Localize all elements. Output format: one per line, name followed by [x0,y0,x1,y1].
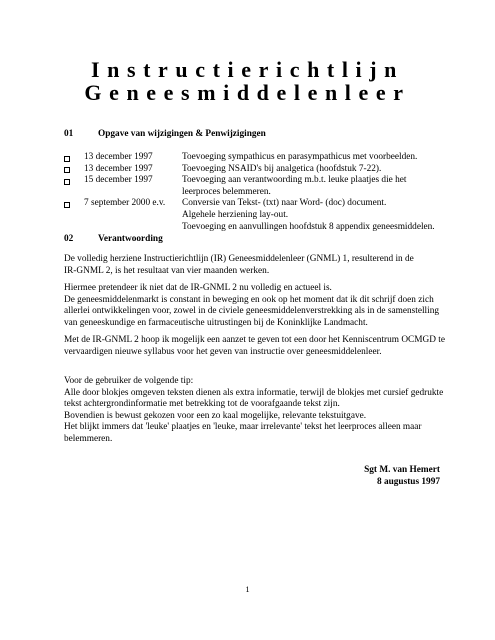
paragraph-line: Voor de gebruiker de volgende tip: [64,376,194,386]
document-title-line-2: Geneesmiddelenleer [84,80,411,105]
paragraph-line: Hiermee pretendeer ik niet dat de IR-GNML 2 nu volledig en actueel is. [64,283,332,293]
section-number: 01 [64,129,74,139]
paragraph-line: De volledig herziene Instructierichtlijn (IR) Geneesmiddelenleer (GNML) 1, resulterend in de [64,254,414,264]
change-description: Toevoeging NSAID's bij analgetica (hoofdstuk 7-22). [182,163,382,174]
paragraph-line: Het blijkt immers dat 'leuke' plaatjes en 'leuke, maar irrelevante' tekst het leerproces alleen maar [64,422,422,433]
paragraph-line: De geneesmiddelenmarkt is constant in beweging en ook op het moment dat ik dit schrijf doen zich [64,294,434,305]
change-date: 13 december 1997 [84,163,153,174]
change-description: Toevoeging en aanvullingen hoofdstuk 8 appendix geneesmiddelen. [182,221,435,232]
paragraph-line: Met de IR-GNML 2 hoop ik mogelijk een aanzet te geven tot een door het Kenniscentrum OCMGD te [64,335,445,345]
section-heading-changes [64,128,266,140]
change-description: leerproces belemmeren. [182,186,271,197]
bullet-icon [64,167,70,173]
paragraph-line: Alle door blokjes omgeven teksten dienen als extra informatie, terwijl de blokjes met cursief gedrukte [64,387,444,398]
page-number: 1 [245,584,250,594]
document-title-line-1: Instructierichtlijn [90,57,405,82]
bullet-icon [64,156,70,162]
change-description: Conversie van Tekst- (txt) naar Word- (doc) document. [182,198,387,209]
paragraph-line: van geneeskundige en farmaceutische uitrustingen bij de Koninklijke Landmacht. [64,317,368,328]
bullet-icon [64,179,70,185]
paragraph-line: tekst achtergrondinformatie met betrekking tot de voorafgaande tekst zijn. [64,399,340,410]
paragraph-line: vervaardigen nieuwe syllabus voor het geven van instructie over geneesmiddelenleer. [64,346,382,357]
change-date: 7 september 2000 e.v. [84,198,166,209]
paragraph-line: belemmeren. [64,434,113,444]
paragraph-line: allerlei ontwikkelingen voor, zowel in de civiele geneesmiddelenverstrekking als in de samenstelling [64,306,440,317]
signature-date: 8 augustus 1997 [376,477,440,487]
signature-name: Sgt M. van Hemert [364,465,440,475]
paragraph-line: Bovendien is bewust gekozen voor een zo kaal mogelijke, relevante tekstuitgave. [64,410,367,421]
bullet-icon [64,202,70,208]
paragraph-line: IR-GNML 2, is het resultaat van vier maanden werken. [64,265,270,276]
change-description: Algehele herziening lay-out. [182,210,289,220]
section-title: Verantwoording [98,234,163,244]
change-description: Toevoeging aan verantwoording m.b.t. leuke plaatjes die het [182,175,407,186]
section-number: 02 [64,234,74,244]
change-date: 15 december 1997 [84,175,153,186]
section-heading-verantwoording [64,233,163,245]
change-description: Toevoeging sympathicus en parasympathicus met voorbeelden. [182,152,418,162]
section-title: Opgave van wijzigingen & Penwijzigingen [98,129,266,139]
change-date: 13 december 1997 [84,152,153,162]
